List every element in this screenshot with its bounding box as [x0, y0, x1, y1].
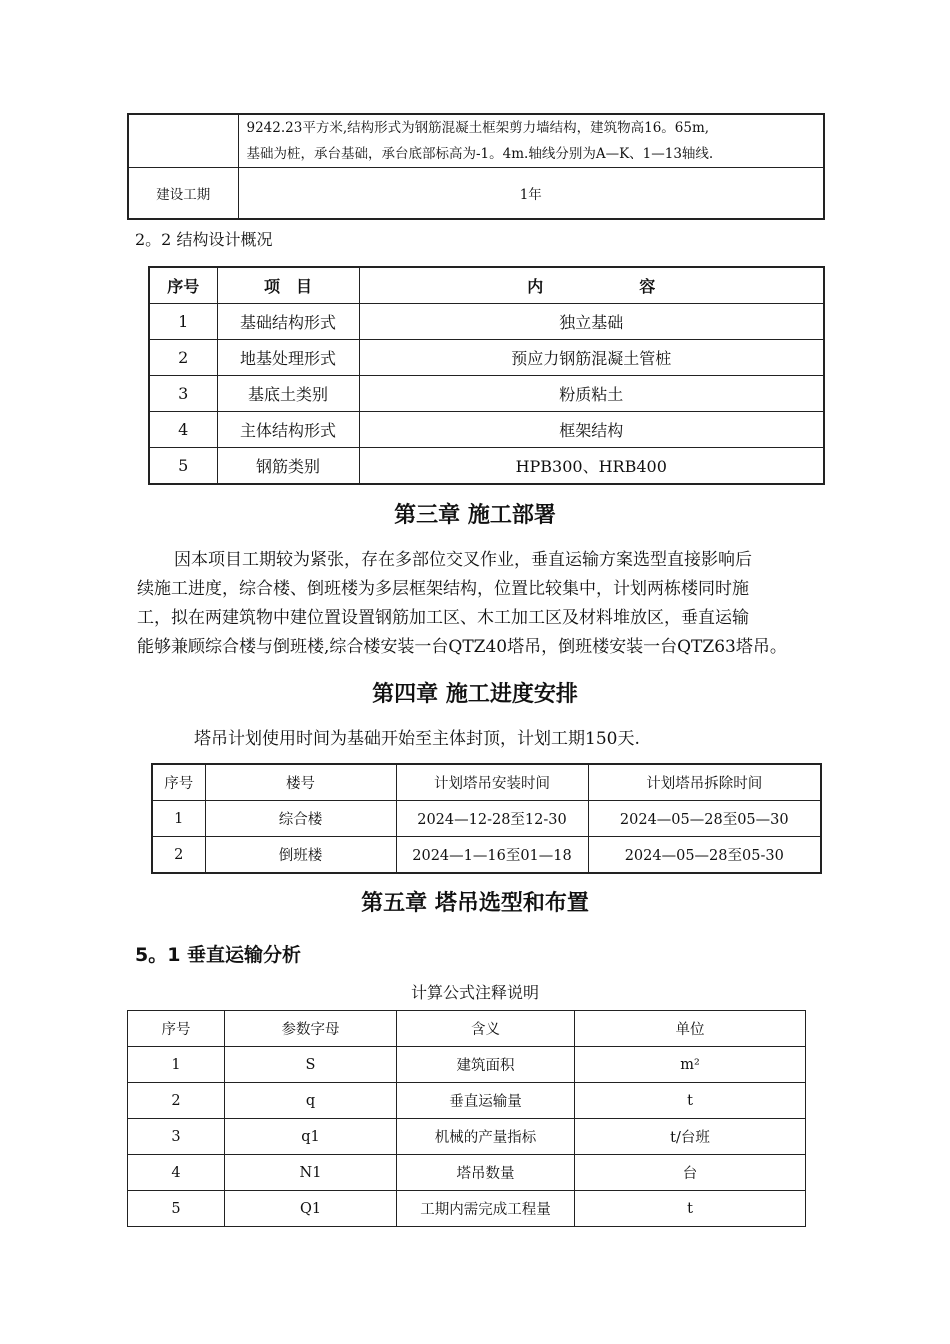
table-cell: Q1 — [225, 1191, 397, 1227]
table-cell: 垂直运输量 — [397, 1083, 575, 1119]
table-row — [128, 1083, 806, 1119]
table-row — [152, 801, 821, 837]
table-cell: 2024—05—28至05-30 — [588, 837, 821, 874]
table-cell: 地基处理形式 — [217, 340, 359, 376]
chapter-title: 第三章 施工部署 — [394, 503, 556, 528]
table-cell: 工期内需完成工程量 — [397, 1191, 575, 1227]
table-cell: 2 — [152, 837, 205, 874]
table-cell: 1年 — [238, 168, 824, 220]
table-row — [149, 340, 824, 376]
table-cell: 1 — [152, 801, 205, 837]
tower-crane-schedule-table — [151, 763, 822, 874]
paragraph-line: 续施工进度，综合楼、倒班楼为多层框架结构，位置比较集中，计划两栋楼同时施 — [137, 579, 749, 599]
table-header-row — [149, 267, 824, 304]
paragraph-line: 因本项目工期较为紧张，存在多部位交叉作业，垂直运输方案选型直接影响后 — [174, 550, 752, 570]
table-cell: 2024—1—16至01—18 — [396, 837, 588, 874]
table-cell: 2024—05—28至05—30 — [588, 801, 821, 837]
table-cell: 框架结构 — [359, 412, 824, 448]
table-cell: q1 — [225, 1119, 397, 1155]
table-cell: 钢筋类别 — [217, 448, 359, 485]
table-cell: 4 — [128, 1155, 225, 1191]
table-cell: N1 — [225, 1155, 397, 1191]
table-row — [149, 412, 824, 448]
table-cell: 建设工期 — [128, 168, 238, 220]
table-cell: q — [225, 1083, 397, 1119]
table-cell: 综合楼 — [205, 801, 396, 837]
table-cell: 2024—12-28至12-30 — [396, 801, 588, 837]
table-cell: 3 — [149, 376, 217, 412]
section-heading: 5。1 垂直运输分析 — [135, 944, 302, 966]
table-row — [128, 1119, 806, 1155]
chapter3-paragraph — [137, 546, 857, 662]
table-cell: t — [575, 1191, 806, 1227]
table-cell: m² — [575, 1047, 806, 1083]
table-cell: 5 — [128, 1191, 225, 1227]
table-cell: 2 — [128, 1083, 225, 1119]
table-row — [149, 304, 824, 340]
paragraph-line: 能够兼顾综合楼与倒班楼,综合楼安装一台QTZ40塔吊，倒班楼安装一台QTZ63塔吊。 — [137, 637, 787, 657]
description-line: 9242.23平方米,结构形式为钢筋混凝土框架剪力墙结构，建筑物高16。65m, — [246, 120, 710, 136]
header-cell: 含义 — [397, 1011, 575, 1047]
description-line: 基础为桩，承台基础，承台底部标高为-1。4m.轴线分别为A—K、1—13轴线. — [246, 146, 714, 162]
table-cell: 5 — [149, 448, 217, 485]
header-cell: 序号 — [149, 267, 217, 304]
table-cell: 3 — [128, 1119, 225, 1155]
table-row — [149, 376, 824, 412]
header-cell: 单位 — [575, 1011, 806, 1047]
header-cell: 计划塔吊拆除时间 — [588, 764, 821, 801]
header-cell: 楼号 — [205, 764, 396, 801]
table-row — [128, 168, 824, 220]
header-cell: 内 容 — [359, 267, 824, 304]
table-cell: 1 — [149, 304, 217, 340]
header-cell: 计划塔吊安装时间 — [396, 764, 588, 801]
table-header-row — [128, 1011, 806, 1047]
table-cell: HPB300、HRB400 — [359, 448, 824, 485]
header-cell: 序号 — [128, 1011, 225, 1047]
project-overview-table — [127, 113, 825, 220]
chapter-title: 第四章 施工进度安排 — [372, 682, 578, 707]
table-cell: 1 — [128, 1047, 225, 1083]
table-cell — [128, 114, 238, 168]
table-cell: 倒班楼 — [205, 837, 396, 874]
table-cell: 主体结构形式 — [217, 412, 359, 448]
header-cell: 参数字母 — [225, 1011, 397, 1047]
table-cell: 预应力钢筋混凝土管桩 — [359, 340, 824, 376]
table-row — [149, 448, 824, 485]
chapter-title: 第五章 塔吊选型和布置 — [361, 891, 589, 916]
header-cell: 项 目 — [217, 267, 359, 304]
table-row — [152, 837, 821, 874]
table-row — [128, 114, 824, 168]
table-cell: 建筑面积 — [397, 1047, 575, 1083]
table-cell: 基础结构形式 — [217, 304, 359, 340]
table-row — [128, 1191, 806, 1227]
table-row — [128, 1047, 806, 1083]
table-row — [128, 1155, 806, 1191]
table-cell — [238, 114, 824, 168]
table-cell: 台 — [575, 1155, 806, 1191]
table-cell: 2 — [149, 340, 217, 376]
structure-design-table — [148, 266, 825, 485]
table-cell: t/台班 — [575, 1119, 806, 1155]
formula-notes-table — [127, 1010, 806, 1227]
table-cell: t — [575, 1083, 806, 1119]
table-cell: 粉质粘土 — [359, 376, 824, 412]
table-cell: 塔吊数量 — [397, 1155, 575, 1191]
table-cell: S — [225, 1047, 397, 1083]
paragraph-line: 工，拟在两建筑物中建位置设置钢筋加工区、木工加工区及材料堆放区，垂直运输 — [137, 608, 749, 628]
section-heading: 2。2 结构设计概况 — [135, 230, 273, 249]
header-cell: 序号 — [152, 764, 205, 801]
table-caption: 计算公式注释说明 — [410, 983, 539, 1002]
table-cell: 基底土类别 — [217, 376, 359, 412]
table-header-row — [152, 764, 821, 801]
table-cell: 独立基础 — [359, 304, 824, 340]
table-cell: 机械的产量指标 — [397, 1119, 575, 1155]
table-cell: 4 — [149, 412, 217, 448]
chapter4-paragraph: 塔吊计划使用时间为基础开始至主体封顶，计划工期150天. — [194, 729, 640, 749]
